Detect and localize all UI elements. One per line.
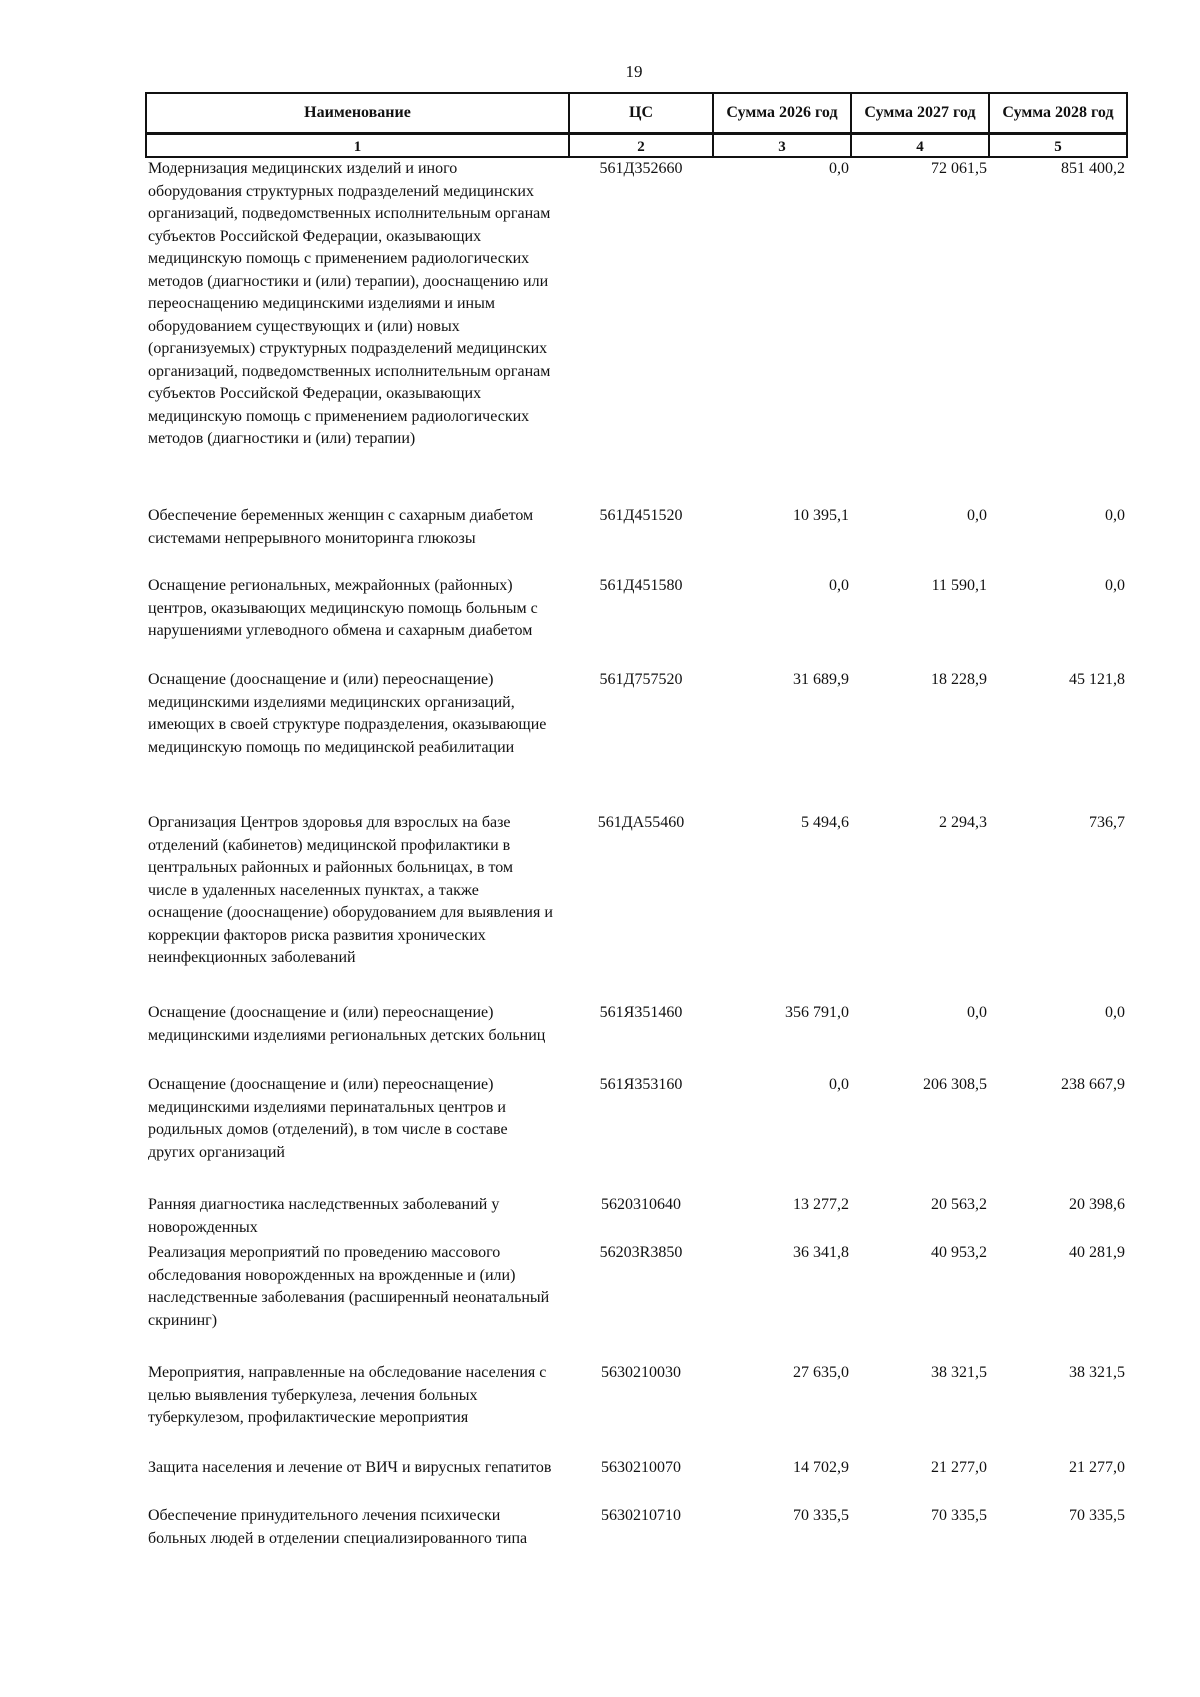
row-name: Оснащение региональных, межрайонных (районных) центров, оказывающих медицинскую помощь больным с нарушениями углеводного обмена и сахарным диабетом — [148, 577, 538, 639]
row-sum-2028: 736,7 — [1089, 814, 1125, 831]
row-sum-2028: 851 400,2 — [1061, 160, 1125, 177]
row-name: Организация Центров здоровья для взрослых на базе отделений (кабинетов) медицинской профилактики в центральных районных и районных больницах, в том числе в удаленных населенных пунктах, а также оснащение (дооснащение) оборудованием для выявления и коррекции факторов риска развития хронических неинфекционных заболеваний — [148, 814, 553, 966]
row-name: Оснащение (дооснащение и (или) переоснащение) медицинскими изделиями перинатальных центров и родильных домов (отделений), в том числе в составе других организаций — [148, 1076, 508, 1161]
table-row — [146, 1074, 1127, 1194]
row-name: Реализация мероприятий по проведению массового обследования новорожденных на врожденные и (или) наследственные заболевания (расширенный неонатальный скрининг) — [148, 1244, 550, 1329]
header-name: Наименование — [146, 93, 569, 134]
table-row — [146, 669, 1127, 812]
row-cs-code: 5630210070 — [601, 1459, 681, 1476]
row-sum-2027: 38 321,5 — [931, 1364, 987, 1381]
row-sum-2028: 0,0 — [1105, 577, 1125, 594]
table-row — [146, 1362, 1127, 1457]
row-cs-code: 561Д451520 — [599, 507, 683, 524]
budget-table — [145, 92, 1128, 1577]
row-cs-code: 561Д451580 — [599, 577, 683, 594]
row-sum-2026: 0,0 — [829, 1076, 849, 1093]
row-sum-2026: 70 335,5 — [793, 1507, 849, 1524]
row-sum-2026: 27 635,0 — [793, 1364, 849, 1381]
row-sum-2026: 13 277,2 — [793, 1196, 849, 1213]
row-cs-code: 561ДА55460 — [597, 814, 685, 831]
header-cs: ЦС — [569, 93, 713, 134]
row-sum-2027: 21 277,0 — [931, 1459, 987, 1476]
header-sum-2028: Сумма 2028 год — [989, 93, 1127, 134]
row-sum-2026: 5 494,6 — [801, 814, 849, 831]
page-number: 19 — [625, 62, 643, 81]
row-sum-2027: 206 308,5 — [923, 1076, 987, 1093]
column-number: 4 — [851, 134, 989, 158]
row-sum-2027: 70 335,5 — [931, 1507, 987, 1524]
row-sum-2028: 0,0 — [1105, 507, 1125, 524]
row-sum-2027: 2 294,3 — [939, 814, 987, 831]
column-number: 2 — [569, 134, 713, 158]
table-row — [146, 1457, 1127, 1505]
column-number: 1 — [146, 134, 569, 158]
row-sum-2027: 0,0 — [967, 507, 987, 524]
row-name: Оснащение (дооснащение и (или) переоснащение) медицинскими изделиями региональных детских больниц — [148, 1004, 546, 1044]
table-row — [146, 812, 1127, 1002]
table-row — [146, 575, 1127, 669]
row-sum-2027: 18 228,9 — [931, 671, 987, 688]
row-sum-2027: 11 590,1 — [931, 577, 987, 594]
row-name: Модернизация медицинских изделий и иного оборудования структурных подразделений медицинских организаций, подведомственных исполнительным органам субъектов Российской Федерации, оказывающих медицинскую помощь с применением радиологических методов (диагностики и (или) терапии), дооснащению или переоснащению медицинскими изделиями и иным оборудованием существующих и (или) новых (организуемых) структурных подразделений медицинских организаций, подведомственных исполнительным органам субъектов Российской Федерации, оказывающих медицинскую помощь с применением радиологических методов (диагностики и (или) терапии) — [148, 160, 551, 447]
row-sum-2028: 38 321,5 — [1069, 1364, 1125, 1381]
row-cs-code: 5630210030 — [601, 1364, 681, 1381]
row-cs-code: 56203R3850 — [599, 1244, 683, 1261]
row-sum-2028: 70 335,5 — [1069, 1507, 1125, 1524]
row-name: Мероприятия, направленные на обследование населения с целью выявления туберкулеза, лечения больных туберкулезом, профилактические мероприятия — [148, 1364, 547, 1426]
column-number: 3 — [713, 134, 851, 158]
row-sum-2027: 40 953,2 — [931, 1244, 987, 1261]
row-sum-2028: 0,0 — [1105, 1004, 1125, 1021]
column-number: 5 — [989, 134, 1127, 158]
row-sum-2028: 45 121,8 — [1069, 671, 1125, 688]
table-row — [146, 1505, 1127, 1577]
table-row — [146, 157, 1127, 505]
table-row — [146, 1242, 1127, 1362]
row-sum-2028: 20 398,6 — [1069, 1196, 1125, 1213]
row-sum-2026: 14 702,9 — [793, 1459, 849, 1476]
table-row — [146, 505, 1127, 575]
column-number-row — [146, 134, 1127, 158]
row-name: Защита населения и лечение от ВИЧ и вирусных гепатитов — [148, 1459, 552, 1476]
row-name: Обеспечение беременных женщин с сахарным диабетом системами непрерывного мониторинга глюкозы — [148, 507, 534, 547]
row-cs-code: 5630210710 — [601, 1507, 681, 1524]
row-sum-2027: 72 061,5 — [931, 160, 987, 177]
row-name: Ранняя диагностика наследственных заболеваний у новорожденных — [148, 1196, 500, 1236]
row-cs-code: 561Д757520 — [599, 671, 683, 688]
row-sum-2028: 40 281,9 — [1069, 1244, 1125, 1261]
row-sum-2028: 238 667,9 — [1061, 1076, 1125, 1093]
row-sum-2026: 10 395,1 — [793, 507, 849, 524]
row-sum-2026: 0,0 — [829, 160, 849, 177]
row-sum-2027: 0,0 — [967, 1004, 987, 1021]
header-sum-2026: Сумма 2026 год — [713, 93, 851, 134]
table-row — [146, 1002, 1127, 1074]
row-name: Оснащение (дооснащение и (или) переоснащение) медицинскими изделиями медицинских организаций, имеющих в своей структуре подразделения, оказывающие медицинскую помощь по медицинской реабилитации — [148, 671, 547, 756]
row-cs-code: 561Я353160 — [599, 1076, 683, 1093]
table-row — [146, 1194, 1127, 1242]
row-cs-code: 561Д352660 — [599, 160, 683, 177]
row-sum-2027: 20 563,2 — [931, 1196, 987, 1213]
row-sum-2026: 31 689,9 — [793, 671, 849, 688]
table-header-row — [146, 93, 1127, 134]
row-sum-2026: 356 791,0 — [785, 1004, 849, 1021]
row-sum-2026: 0,0 — [829, 577, 849, 594]
row-name: Обеспечение принудительного лечения психически больных людей в отделении специализированного типа — [148, 1507, 528, 1547]
row-cs-code: 5620310640 — [601, 1196, 681, 1213]
row-sum-2026: 36 341,8 — [793, 1244, 849, 1261]
header-sum-2027: Сумма 2027 год — [851, 93, 989, 134]
row-sum-2028: 21 277,0 — [1069, 1459, 1125, 1476]
row-cs-code: 561Я351460 — [599, 1004, 683, 1021]
